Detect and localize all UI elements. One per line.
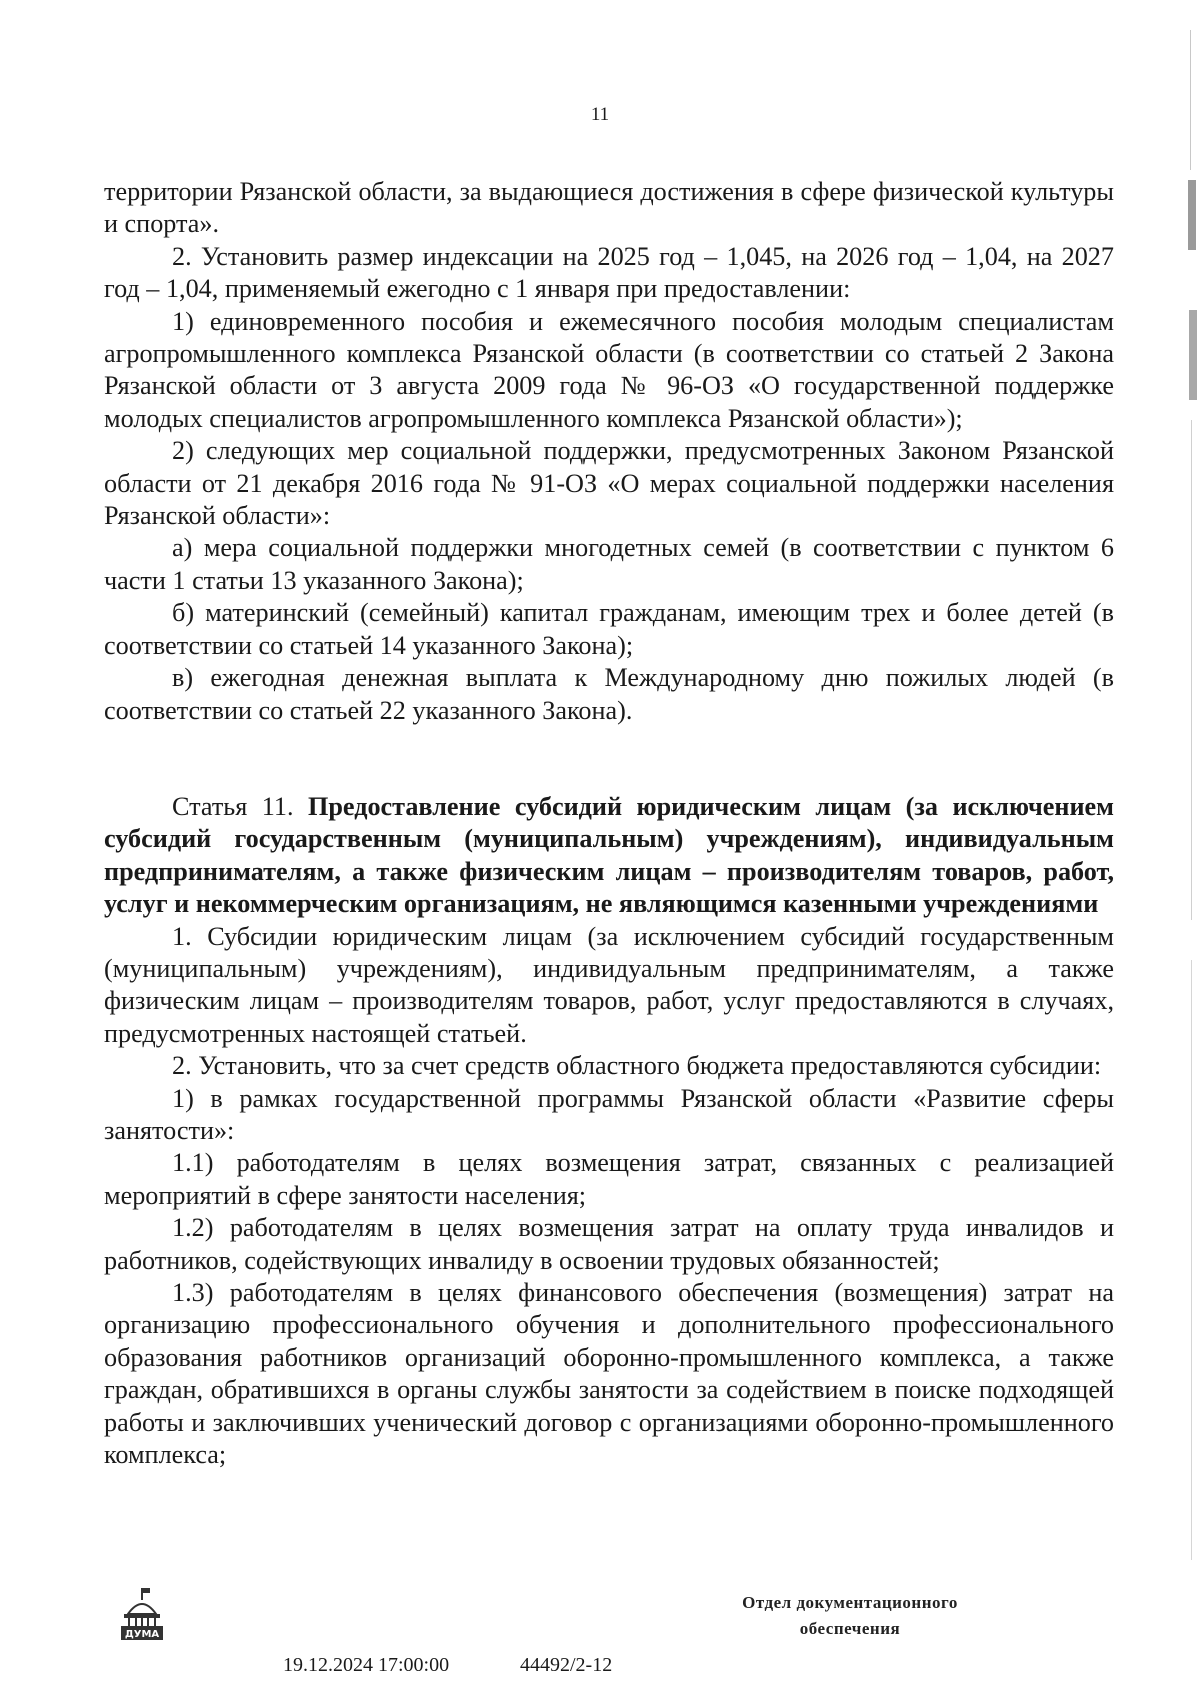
paragraph: 2. Установить, что за счет средств областного бюджета предоставляются субсидии: (172, 1051, 1102, 1081)
emblem-text: ДУМА (124, 1629, 160, 1640)
paragraph: в) ежегодная денежная выплата к Международному дню пожилых людей (в соответствии со статьей 22 указанного Закона). (104, 663, 1114, 725)
duma-building-icon (118, 1586, 166, 1644)
paragraph: а) мера социальной поддержки многодетных семей (в соответствии с пунктом 6 части 1 статьи 13 указанного Закона); (104, 533, 1114, 595)
duma-emblem (118, 1586, 166, 1649)
department-line-1: Отдел документационного (742, 1593, 958, 1612)
paragraph: территории Рязанской области, за выдающиеся достижения в сфере физической культуры и спорта». (104, 177, 1114, 239)
paragraph: 1.2) работодателям в целях возмещения затрат на оплату труда инвалидов и работников, содействующих инвалиду в освоении трудовых обязанностей; (104, 1213, 1114, 1275)
footer-date: 19.12.2024 17:00:00 (283, 1654, 450, 1676)
paragraph: 2) следующих мер социальной поддержки, предусмотренных Законом Рязанской области от 21 декабря 2016 года № 91-ОЗ «О мерах социальной поддержки населения Рязанской области»: (104, 436, 1114, 531)
department-stamp (700, 1590, 1000, 1642)
paragraph: 1. Субсидии юридическим лицам (за исключением субсидий государственным (муниципальным) учреждениям), индивидуальным предпринимателям, а также физическим лицам – производителям товаров, работ, услуг предоставляются в случаях, предусмотренных настоящей статьей. (104, 921, 1114, 1048)
scan-edge-marks (1186, 0, 1200, 1695)
document-body (104, 176, 1114, 1471)
paragraph: 1) в рамках государственной программы Рязанской области «Развитие сферы занятости»: (104, 1083, 1114, 1145)
paragraph: б) материнский (семейный) капитал гражданам, имеющим трех и более детей (в соответствии со статьей 14 указанного Закона); (104, 598, 1114, 660)
footer-doc-number: 44492/2-12 (520, 1654, 613, 1676)
paragraph: 1.1) работодателям в целях возмещения затрат, связанных с реализацией мероприятий в сфере занятости населения; (104, 1148, 1114, 1210)
paragraph: 1.3) работодателям в целях финансового обеспечения (возмещения) затрат на организацию профессионального обучения и дополнительного профессионального образования работников организаций оборонно-промышленного комплекса, а также граждан, обратившихся в органы службы занятости за содействием в поиске подходящей работы и заключивших ученический договор с организациями оборонно-промышленного комплекса; (104, 1278, 1114, 1470)
department-line-2: обеспечения (799, 1619, 901, 1638)
article-label: Статья 11. (172, 791, 294, 821)
paragraph: 2. Установить размер индексации на 2025 год – 1,045, на 2026 год – 1,04, на 2027 год – 1,04, применяемый ежегодно с 1 января при предоставлении: (104, 241, 1114, 304)
article-heading (104, 791, 1114, 921)
article-title: Предоставление субсидий юридическим лицам (за исключением субсидий государственным (муниципальным) учреждениям), индивидуальным предпринимателям, а также физическим лицам – производителям товаров, работ, услуг и некоммерческим организациям, не являющимся казенными учреждениями (104, 791, 1114, 919)
paragraph: 1) единовременного пособия и ежемесячного пособия молодым специалистам агропромышленного комплекса Рязанской области (в соответствии со статьей 2 Закона Рязанской области от 3 августа 2009 года № 96-ОЗ «О государственной поддержке молодых специалистов агропромышленного комплекса Рязанской области»); (104, 306, 1114, 433)
page-number: 11 (590, 104, 610, 125)
